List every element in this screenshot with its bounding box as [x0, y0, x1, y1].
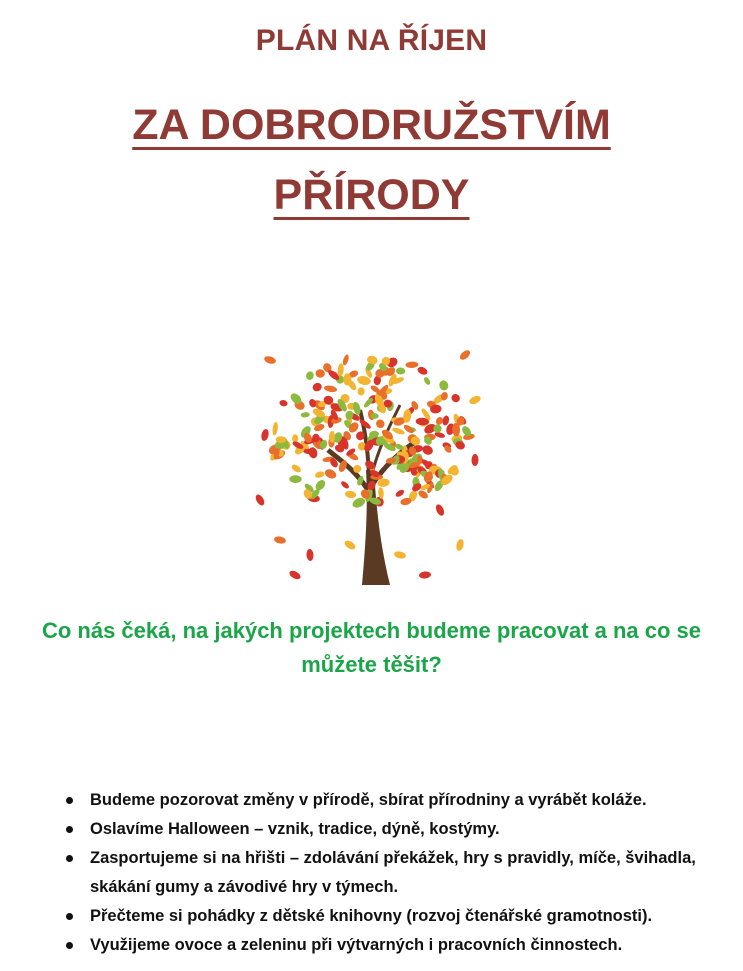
list-item: Zasportujeme si na hřišti – zdolávání překážek, hry s pravidly, míče, švihadla, skákání gumy a závodivé hry v týmech.: [60, 844, 720, 902]
document-subtitle: PLÁN NA ŘÍJEN: [255, 24, 488, 57]
autumn-tree-icon: [250, 340, 490, 590]
list-item: Oslavíme Halloween – vznik, tradice, dýně, kostýmy.: [60, 815, 720, 844]
activity-list: [60, 786, 720, 960]
question-heading: Co nás čeká, na jakých projektech budeme pracovat a na co se můžete těšit?: [41, 618, 702, 677]
title-line-2-text: PŘÍRODY: [273, 171, 470, 219]
document-title-line-2: [0, 171, 743, 219]
list-item: Využijeme ovoce a zeleninu při výtvarných i pracovních činnostech.: [60, 931, 720, 960]
title-line-1-text: ZA DOBRODRUŽSTVÍM: [132, 101, 611, 149]
document-title-line-1: [0, 101, 743, 149]
list-item: Budeme pozorovat změny v přírodě, sbírat přírodniny a vyrábět koláže.: [60, 786, 720, 815]
list-item: Přečteme si pohádky z dětské knihovny (rozvoj čtenářské gramotnosti).: [60, 902, 720, 931]
